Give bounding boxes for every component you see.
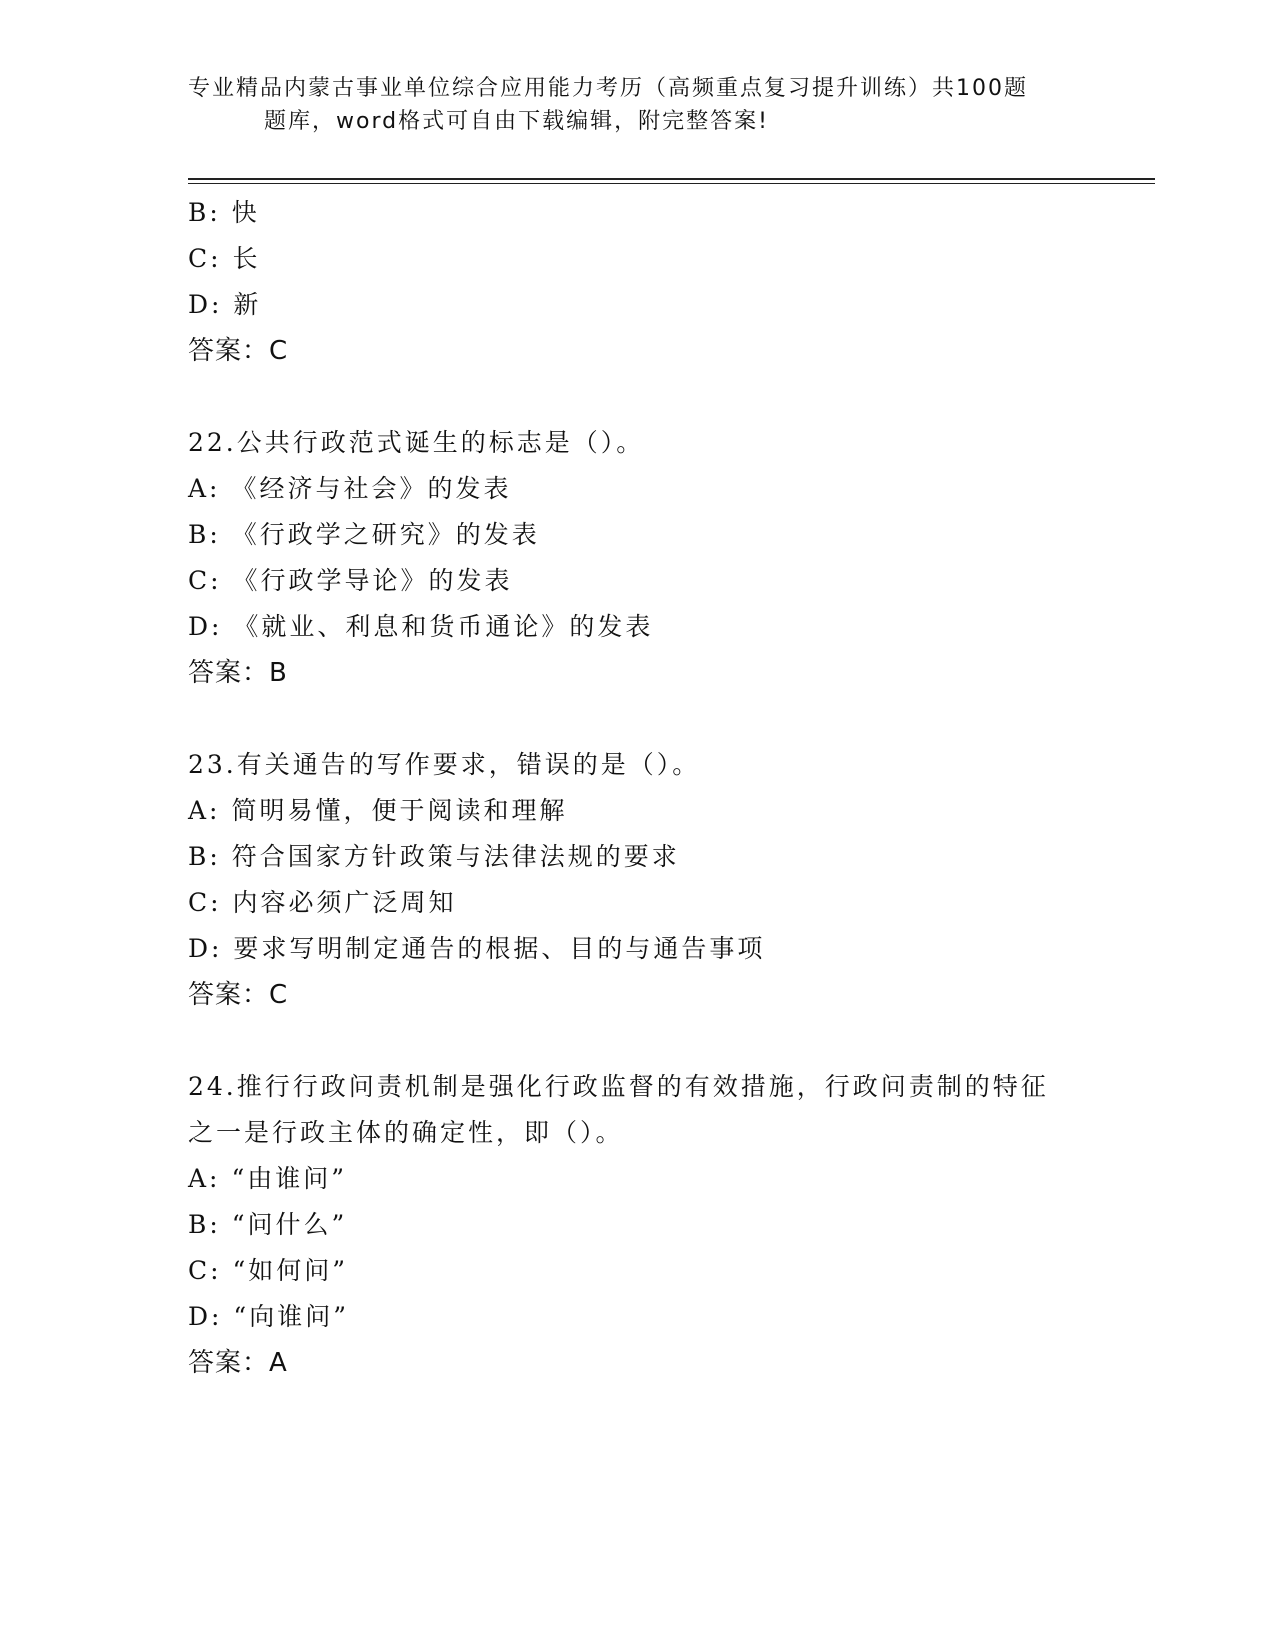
question-list: [188, 190, 1088, 1386]
option-text: “问什么”: [231, 1210, 348, 1239]
header-rule-thin: [188, 183, 1155, 184]
option-text: 《行政学导论》的发表: [232, 566, 513, 595]
question-stem-line-1: [188, 1064, 1088, 1110]
option-label: A:: [188, 474, 221, 503]
option-d: [188, 282, 1088, 328]
option-d: [188, 604, 1088, 650]
option-text: 《经济与社会》的发表: [231, 474, 512, 503]
option-text: 快: [231, 198, 260, 227]
question-block-21: [188, 190, 1088, 374]
option-text: “由谁问”: [231, 1164, 347, 1193]
option-label: C:: [188, 1256, 222, 1285]
option-d: [188, 1294, 1088, 1340]
option-b: [188, 834, 1088, 880]
option-text: 内容必须广泛周知: [232, 888, 457, 917]
question-number: 23.: [188, 750, 237, 779]
header-title-line-2: 题库，word格式可自由下载编辑，附完整答案!: [264, 109, 769, 134]
option-text: 符合国家方针政策与法律法规的要求: [231, 842, 680, 871]
spacer: [188, 374, 1088, 420]
question-block-22: [188, 420, 1088, 696]
option-c: [188, 558, 1088, 604]
option-text: 《就业、利息和货币通论》的发表: [233, 612, 654, 641]
option-label: A:: [188, 796, 221, 825]
option-text: 简明易懂，便于阅读和理解: [231, 796, 568, 825]
option-label: D:: [188, 290, 223, 319]
spacer: [188, 696, 1088, 742]
option-text: 新: [233, 290, 262, 319]
header-rule-thick: [188, 178, 1155, 180]
question-number: 24.: [188, 1072, 237, 1101]
question-text-line-2: 之一是行政主体的确定性，即（）。: [188, 1118, 624, 1147]
option-label: D:: [188, 1302, 223, 1331]
document-header: [188, 72, 1088, 138]
option-label: B:: [188, 1210, 221, 1239]
option-label: D:: [188, 612, 223, 641]
option-a: [188, 1156, 1088, 1202]
option-text: 长: [232, 244, 261, 273]
option-b: [188, 512, 1088, 558]
spacer: [188, 1018, 1088, 1064]
question-number: 22.: [188, 428, 237, 457]
answer-line: 答案：A: [188, 1348, 288, 1378]
header-title-line-1: 专业精品内蒙古事业单位综合应用能力考历（高频重点复习提升训练）共100题: [188, 76, 1028, 101]
option-label: B:: [188, 520, 221, 549]
answer-line: 答案：C: [188, 336, 289, 366]
question-text: 公共行政范式诞生的标志是（）。: [236, 428, 645, 457]
question-block-24: [188, 1064, 1088, 1386]
option-a: [188, 788, 1088, 834]
option-text: “如何问”: [232, 1256, 349, 1285]
question-block-23: [188, 742, 1088, 1018]
option-text: “向谁问”: [233, 1302, 349, 1331]
option-c: [188, 236, 1088, 282]
option-c: [188, 1248, 1088, 1294]
question-stem: [188, 420, 1088, 466]
option-b: [188, 1202, 1088, 1248]
option-b: [188, 190, 1088, 236]
question-text-line-1: 推行行政问责机制是强化行政监督的有效措施，行政问责制的特征: [236, 1072, 1049, 1101]
option-a: [188, 466, 1088, 512]
question-text: 有关通告的写作要求，错误的是（）。: [236, 750, 701, 779]
option-label: C:: [188, 244, 222, 273]
option-label: A:: [188, 1164, 221, 1193]
option-d: [188, 926, 1088, 972]
answer-line: 答案：C: [188, 980, 289, 1010]
question-stem-line-2: [188, 1110, 1088, 1156]
option-label: B:: [188, 842, 221, 871]
option-label: C:: [188, 888, 222, 917]
option-label: D:: [188, 934, 223, 963]
question-stem: [188, 742, 1088, 788]
option-label: B:: [188, 198, 221, 227]
answer-line: 答案：B: [188, 658, 288, 688]
option-text: 要求写明制定通告的根据、目的与通告事项: [233, 934, 766, 963]
option-label: C:: [188, 566, 222, 595]
option-c: [188, 880, 1088, 926]
option-text: 《行政学之研究》的发表: [231, 520, 540, 549]
